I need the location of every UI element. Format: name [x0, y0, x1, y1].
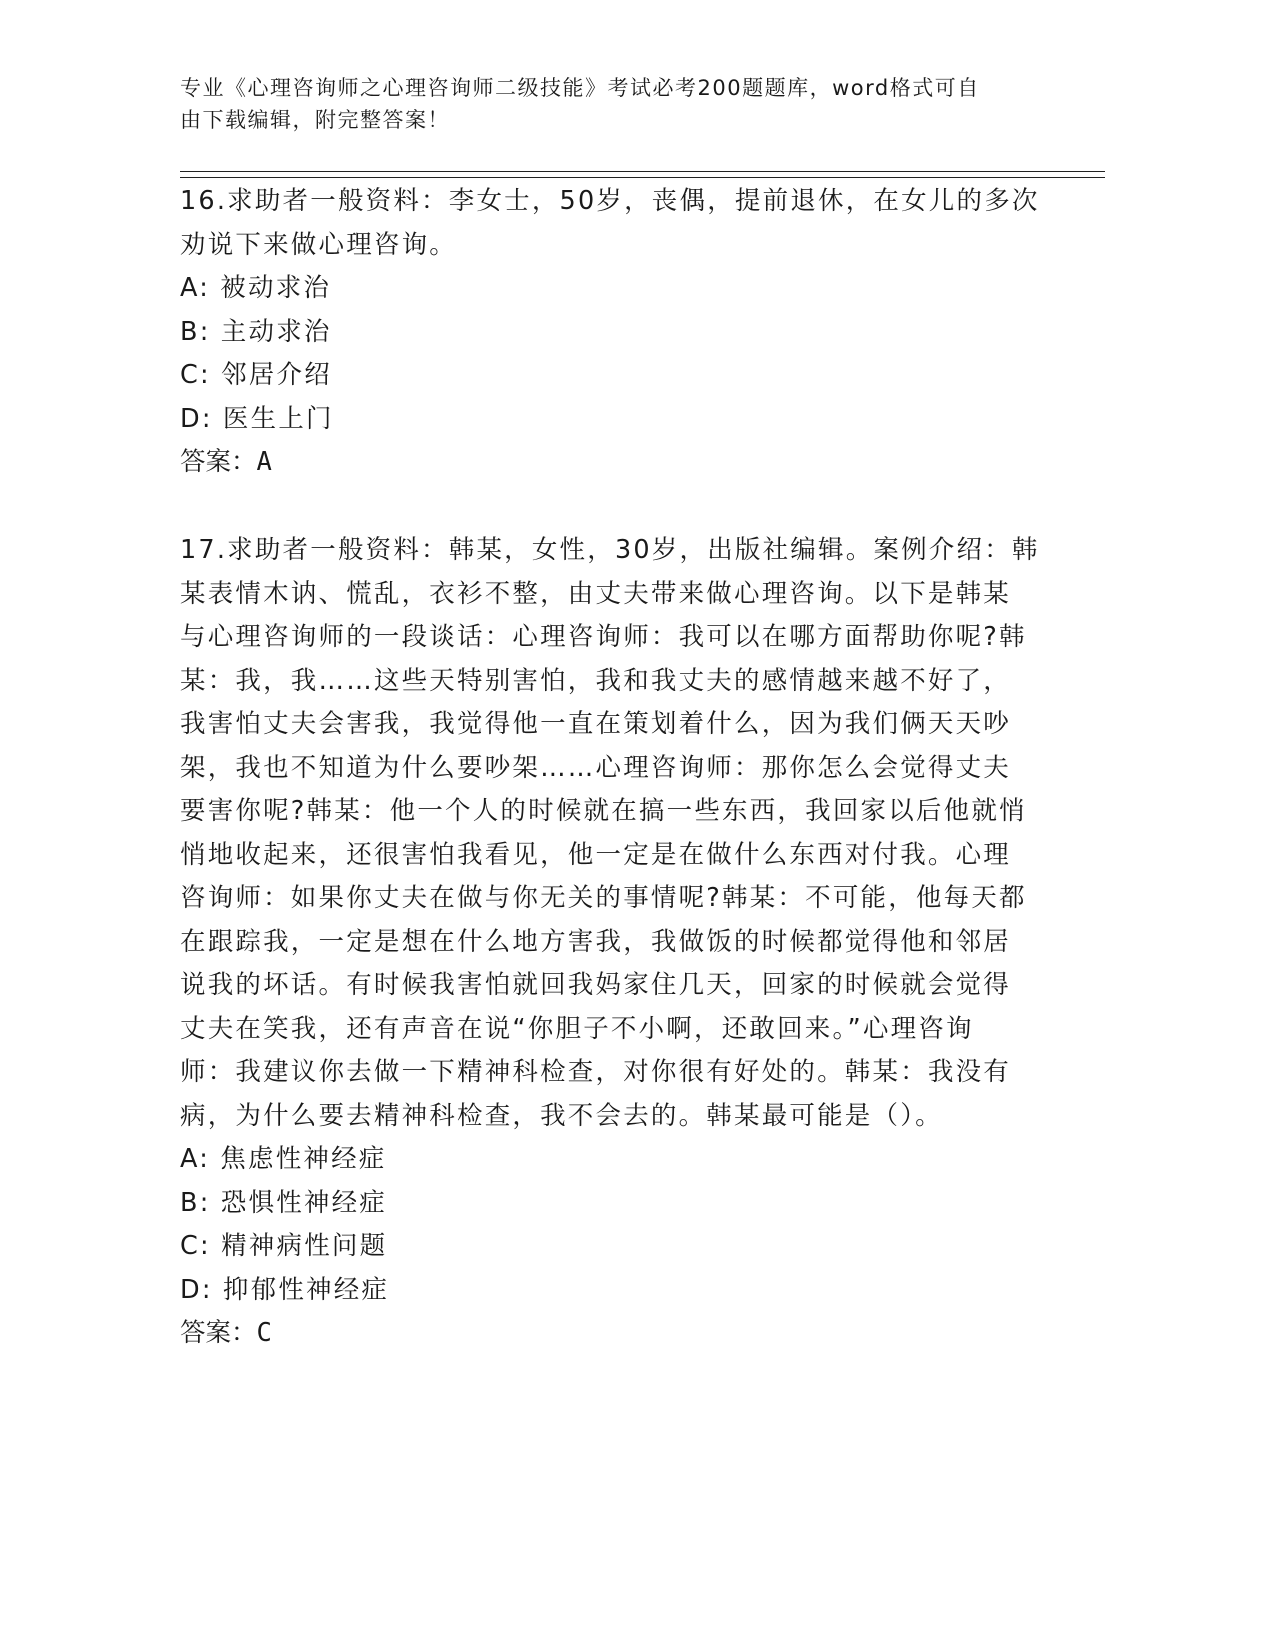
question-stem-line: 要害你呢?韩某：他一个人的时候就在搞一些东西，我回家以后他就悄 — [180, 796, 1027, 826]
question-stem-line: 悄地收起来，还很害怕我看见，他一定是在做什么东西对付我。心理 — [180, 839, 1012, 870]
question-stem-line: 师：我建议你去做一下精神科检查，对你很有好处的。韩某：我没有 — [180, 1057, 1012, 1087]
question-stem-line: 丈夫在笑我，还有声音在说“你胆子不小啊，还敢回来。”心理咨询 — [180, 1013, 974, 1044]
question-stem-line: 我害怕丈夫会害我，我觉得他一直在策划着什么，因为我们俩天天吵 — [180, 709, 1012, 739]
question-stem-line: 16.求助者一般资料：李女士，50岁，丧偶，提前退休，在女儿的多次 — [180, 186, 1040, 216]
question-stem-line: 某：我，我……这些天特别害怕，我和我丈夫的感情越来越不好了， — [180, 665, 1012, 696]
question-stem-line: 病，为什么要去精神科检查，我不会去的。韩某最可能是（）。 — [180, 1100, 943, 1131]
question-stem-line: 架，我也不知道为什么要吵架……心理咨询师：那你怎么会觉得丈夫 — [180, 752, 1012, 783]
header-divider-bottom — [180, 177, 1105, 178]
question-stem-line: 17.求助者一般资料：韩某，女性，30岁，出版社编辑。案例介绍：韩 — [180, 535, 1040, 565]
answer-line: 答案：A — [180, 447, 272, 477]
option-d: D: 医生上门 — [180, 403, 334, 434]
answer-line: 答案：C — [180, 1318, 272, 1348]
question-stem-line: 说我的坏话。有时候我害怕就回我妈家住几天，回家的时候就会觉得 — [180, 970, 1012, 1000]
option-a: A: 被动求治 — [180, 273, 332, 303]
option-c: C: 邻居介绍 — [180, 360, 332, 390]
question-16 — [180, 180, 1040, 485]
option-a: A: 焦虑性神经症 — [180, 1144, 387, 1174]
question-stem-line: 与心理咨询师的一段谈话：心理咨询师：我可以在哪方面帮助你呢?韩 — [180, 622, 1027, 652]
option-c: C: 精神病性问题 — [180, 1231, 388, 1261]
question-stem-line: 某表情木讷、慌乱，衣衫不整，由丈夫带来做心理咨询。以下是韩某 — [180, 578, 1012, 609]
option-d: D: 抑郁性神经症 — [180, 1274, 390, 1305]
document-header — [180, 72, 1060, 136]
option-b: B: 恐惧性神经症 — [180, 1187, 387, 1218]
header-divider-top — [180, 171, 1105, 172]
header-line-2: 由下载编辑，附完整答案！ — [180, 108, 450, 132]
question-stem-line: 劝说下来做心理咨询。 — [180, 229, 458, 260]
header-line-1: 专业《心理咨询师之心理咨询师二级技能》考试必考200题题库，word格式可自 — [180, 76, 980, 100]
question-stem-line: 咨询师：如果你丈夫在做与你无关的事情呢?韩某：不可能，他每天都 — [180, 883, 1027, 913]
question-17 — [180, 529, 1040, 1356]
option-b: B: 主动求治 — [180, 316, 332, 347]
question-stem-line: 在跟踪我，一定是想在什么地方害我，我做饭的时候都觉得他和邻居 — [180, 926, 1012, 957]
